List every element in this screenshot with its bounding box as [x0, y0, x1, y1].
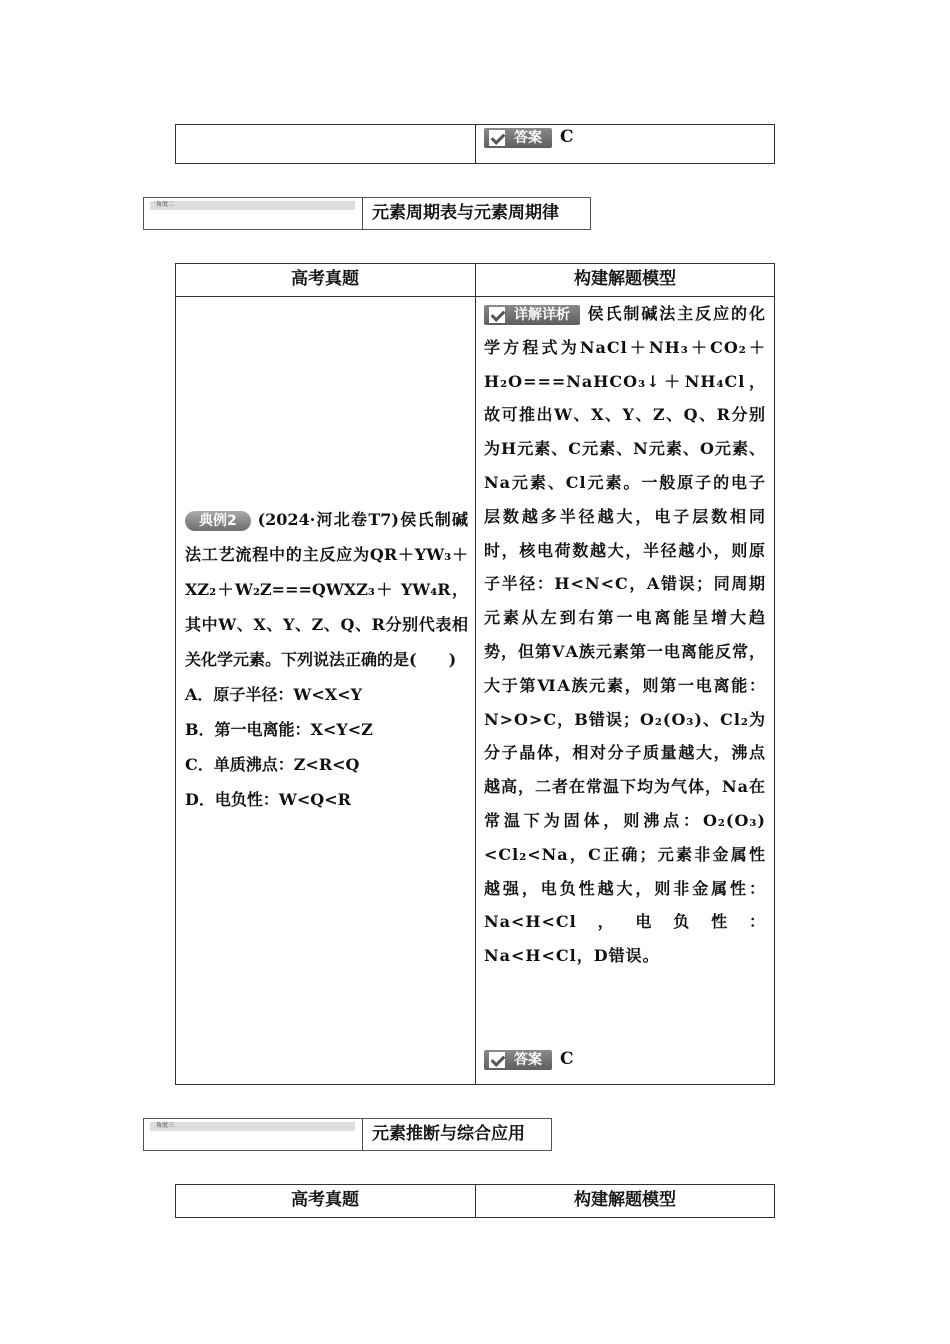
answer-badge: 答案: [484, 1050, 552, 1070]
table-divider: [475, 263, 476, 1085]
explanation-badge: 详解详析: [484, 305, 580, 325]
option-d: D．电负性：W<Q<R: [185, 790, 351, 809]
section-header-3: [143, 1118, 552, 1151]
question-block: [185, 502, 468, 817]
question-text: (2024·河北卷T7)侯氏制碱法工艺流程中的主反应为QR＋YW₃＋XZ₂＋W₂Z===QWXZ₃＋ YW₄R，其中W、X、Y、Z、Q、R分别代表相关化学元素。下列说法正确的是( ): [185, 510, 468, 669]
top-answer: [484, 127, 574, 148]
option-a: A．原子半径：W<X<Y: [185, 685, 363, 704]
check-icon: [489, 307, 505, 323]
check-icon: [489, 1052, 505, 1068]
col-header-model: 构建解题模型: [574, 1190, 676, 1210]
check-icon: [489, 130, 505, 146]
section-header-2: [143, 197, 591, 230]
col-header-gaokao: 高考真题: [291, 269, 359, 289]
answer-row: [484, 1049, 574, 1070]
col-header-model: 构建解题模型: [574, 269, 676, 289]
section-title: 元素周期表与元素周期律: [362, 198, 590, 229]
answer-value: C: [560, 1049, 574, 1069]
top-table-divider: [475, 124, 476, 164]
section-tag: 角度三: [150, 1122, 355, 1131]
explanation-block: [484, 297, 766, 973]
answer-badge: 答案: [484, 128, 552, 148]
col-header-gaokao: 高考真题: [291, 1190, 359, 1210]
explanation-text: 侯氏制碱法主反应的化学方程式为NaCl＋NH₃＋CO₂＋H₂O===NaHCO₃↓＋NH₄Cl，故可推出W、X、Y、Z、Q、R分别为H元素、C元素、N元素、O元素、Na元素、Cl元素。一般原子的电子层数越多半径越大，电子层数相同时，核电荷数越大，半径越小，则原子半径：H<N<C，A错误；同周期元素从左到右第一电离能呈增大趋势，但第ⅤA族元素第一电离能反常，大于第ⅥA族元素，则第一电离能：N>O>C，B错误；O₂(O₃)、Cl₂为分子晶体，相对分子质量越大，沸点越高，二者在常温下均为气体，Na在常温下为固体，则沸点：O₂(O₃)<Cl₂<Na，C正确；元素非金属性越强，电负性越大，则非金属性：Na<H<Cl，电负性：Na<H<Cl，D错误。: [484, 304, 766, 966]
answer-value: C: [560, 127, 574, 147]
section-title: 元素推断与综合应用: [362, 1119, 551, 1150]
section-tag: 角度二: [150, 201, 355, 210]
example-badge: 典例2: [185, 511, 251, 531]
option-b: B．第一电离能：X<Y<Z: [185, 720, 373, 739]
option-c: C．单质沸点：Z<R<Q: [185, 755, 360, 774]
question-stem: [185, 502, 468, 677]
